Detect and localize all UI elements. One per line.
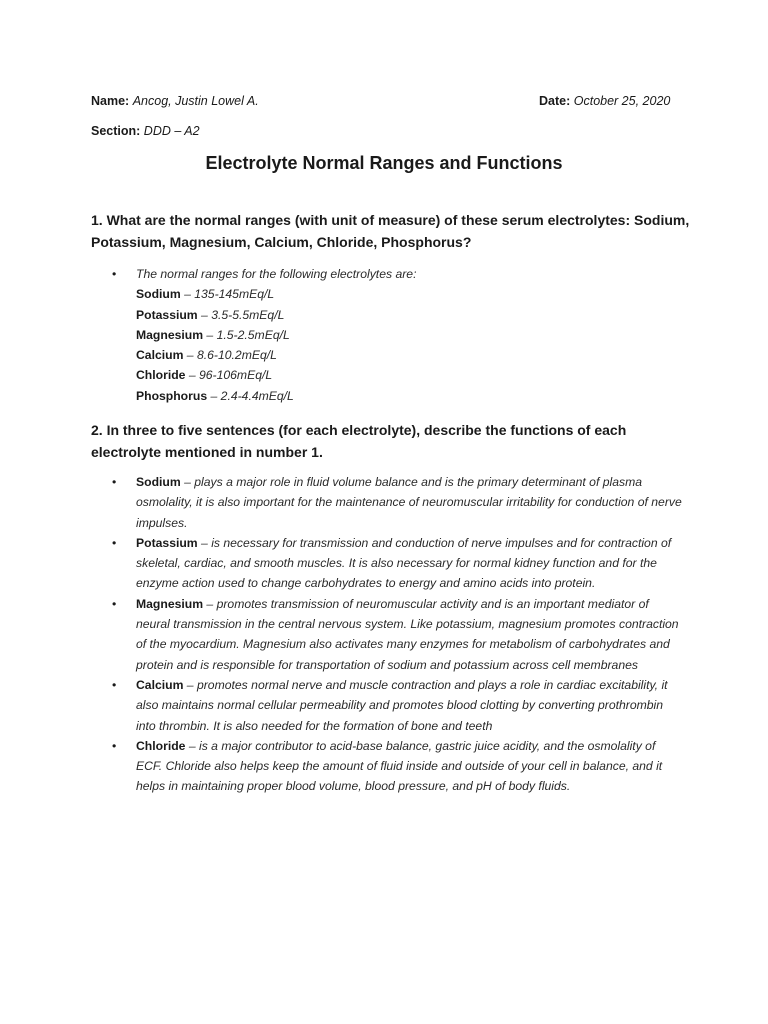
- range-row-chloride: [136, 365, 682, 385]
- function-item-sodium: [112, 472, 682, 533]
- function-desc: – plays a major role in fluid volume balance and is the primary determinant of plasma osmolality, it is also important for the maintenance of neuromuscular irritability for conduction of nerve impulses.: [136, 475, 682, 530]
- bullet-icon: •: [112, 596, 117, 611]
- range-value: – 3.5-5.5mEq/L: [197, 307, 285, 322]
- bullet-icon: •: [112, 267, 117, 281]
- function-name: Chloride: [136, 738, 186, 753]
- bullet-icon: •: [112, 475, 117, 489]
- functions-list: [112, 472, 682, 797]
- range-row-phosphorus: [136, 386, 682, 406]
- range-value: – 96-106mEq/L: [185, 368, 273, 383]
- section-value: DDD – A2: [143, 124, 200, 138]
- function-item-potassium: [112, 533, 682, 594]
- range-value: – 8.6-10.2mEq/L: [183, 348, 277, 363]
- section-label: Section:: [91, 124, 141, 138]
- date-label: Date:: [539, 94, 571, 108]
- range-value: – 2.4-4.4mEq/L: [207, 388, 294, 403]
- function-item-magnesium: [112, 594, 682, 675]
- ranges-list: [112, 264, 682, 406]
- ranges-intro: The normal ranges for the following electrolytes are:: [136, 267, 417, 281]
- name-label: Name:: [91, 94, 130, 108]
- function-desc: – promotes normal nerve and muscle contraction and plays a role in cardiac excitability, it also maintains normal cellular permeability and promotes blood clotting by converting prothrombin into thrombin. It is also needed for the formation of bone and teeth: [136, 677, 668, 733]
- section-line: [91, 124, 200, 138]
- range-row-magnesium: [136, 325, 682, 345]
- function-desc: – is a major contributor to acid-base balance, gastric juice acidity, and the osmolality of ECF. Chloride also helps keep the amount of fluid inside and outside of your cell in balance, and it helps in maintaining proper blood volume, blood pressure, and pH of body fluids.: [136, 738, 663, 794]
- range-row-calcium: [136, 345, 682, 365]
- range-value: – 1.5-2.5mEq/L: [203, 327, 290, 342]
- range-name: Magnesium: [136, 327, 204, 342]
- question-1: 1. What are the normal ranges (with unit of measure) of these serum electrolytes: Sodium, Potassium, Magnesium, Calcium, Chloride, Phosphorus?: [91, 212, 690, 250]
- range-name: Sodium: [136, 287, 181, 302]
- range-name: Potassium: [136, 307, 198, 322]
- function-name: Sodium: [136, 475, 181, 489]
- date-line: [539, 94, 670, 108]
- function-desc: – is necessary for transmission and conduction of nerve impulses and for contraction of skeletal, cardiac, and smooth muscles. It is also necessary for normal kidney function and for the enzyme action used to change carbohydrates to energy and amino acids into protein.: [136, 535, 672, 591]
- date-value: October 25, 2020: [573, 94, 671, 108]
- name-value: Ancog, Justin Lowel A.: [132, 94, 259, 108]
- name-line: [91, 94, 259, 108]
- range-name: Chloride: [136, 368, 186, 383]
- bullet-icon: •: [112, 677, 117, 692]
- function-item-calcium: [112, 675, 682, 736]
- function-name: Potassium: [136, 535, 198, 550]
- function-item-chloride: [112, 736, 682, 797]
- ranges-list-item: [112, 264, 682, 406]
- document-title: Electrolyte Normal Ranges and Functions: [205, 153, 563, 173]
- bullet-icon: •: [112, 535, 117, 550]
- function-name: Calcium: [136, 677, 184, 692]
- range-row-sodium: [136, 284, 682, 304]
- function-desc: – promotes transmission of neuromuscular activity and is an important mediator of neural transmission in the central nervous system. Like potassium, magnesium promotes contraction of the myocardium. Magnesium also activates many enzymes for metabolism of carbohydrates and protein and is responsible for transportation of sodium and potassium across cell membranes: [136, 596, 679, 672]
- range-name: Phosphorus: [136, 388, 208, 403]
- bullet-icon: •: [112, 738, 117, 753]
- range-row-potassium: [136, 305, 682, 325]
- function-name: Magnesium: [136, 596, 204, 611]
- question-2: 2. In three to five sentences (for each electrolyte), describe the functions of each electrolyte mentioned in number 1.: [91, 422, 627, 460]
- range-name: Calcium: [136, 348, 184, 363]
- range-value: – 135-145mEq/L: [180, 287, 275, 302]
